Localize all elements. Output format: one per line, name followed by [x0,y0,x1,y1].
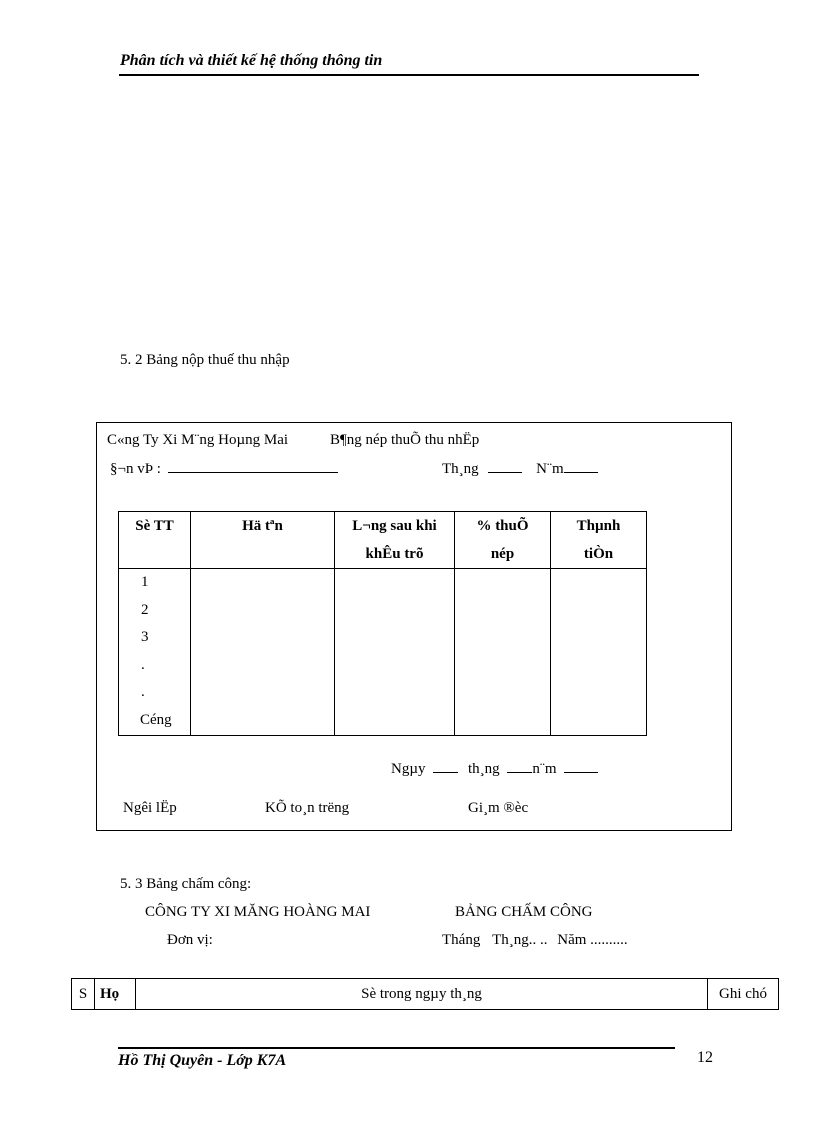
row-label: 3 [141,629,149,646]
tax-form-date-line [391,759,598,778]
col-header-stt [119,512,191,569]
salary-cell [335,569,455,736]
att-col-days: Sè trong ngµy th¸ng [136,979,708,1010]
col-header-amount-line1: Thµnh [576,518,621,534]
tax-table-header-row [119,512,647,569]
row-label: 2 [141,601,149,618]
page-number: 12 [697,1049,713,1066]
attendance-month-label: Tháng [442,932,481,948]
tax-percent-cell [455,569,551,736]
attendance-title: BẢNG CHẤM CÔNG [455,904,593,920]
row-label: . [141,656,145,673]
footer-author: Hồ Thị Quyên - Lớp K7A [118,1052,287,1069]
attendance-period [442,932,628,949]
section-5-3-heading: 5. 3 Bảng chấm công: [120,876,252,892]
col-header-amount-line2: tiÒn [583,546,614,562]
col-header-amount [551,512,647,569]
amount-cell [551,569,647,736]
header-rule [119,74,699,76]
row-label: . [141,684,145,701]
row-label: 1 [141,574,149,590]
col-header-salary-line1: L¬ng sau khi [352,518,437,534]
attendance-header-row [72,979,779,1010]
section-5-2-heading: 5. 2 Bảng nộp thuế thu nhập [120,352,290,368]
year-label: N¨m [536,461,564,477]
footer-rule [118,1047,675,1049]
date-month-label: th¸ng [467,761,500,777]
col-header-tax-line1: % thuÕ [476,518,529,534]
tax-form-unit [110,459,338,478]
col-header-salary [335,512,455,569]
date-year-label: n¨m [532,761,557,777]
att-col-notes: Ghi chó [708,979,779,1010]
att-col-name: Họ [95,979,136,1010]
att-col-s: S [72,979,95,1010]
unit-blank [168,459,338,473]
tax-form-company: C«ng Ty Xi M¨ng Hoµng Mai [107,432,289,448]
attendance-company: CÔNG TY XI MĂNG HOÀNG MAI [145,904,371,920]
name-cell [191,569,335,736]
year-blank [564,459,598,473]
year-date-blank [564,759,598,773]
tax-table [118,511,647,736]
sig-director: Gi¸m ®èc [468,800,529,816]
attendance-year-label: Năm .......... [557,932,628,948]
sig-preparer: Ngêi lËp [123,800,177,816]
unit-label: §¬n vÞ : [110,461,161,477]
month-blank [488,459,522,473]
day-blank [433,759,458,773]
attendance-table [71,978,779,1010]
col-header-name-line: Hä tªn [242,518,283,534]
attendance-unit-label: Đơn vị: [167,932,213,948]
col-header-stt-line: Sè TT [135,518,174,534]
attendance-month-value: Th¸ng.. .. [492,932,548,948]
tax-form-title: B¶ng nép thuÕ thu nhËp [330,432,480,448]
col-header-tax-line2: nép [490,546,515,562]
month-date-blank [507,759,532,773]
row-number-cell [119,569,191,736]
month-label: Th¸ng [442,461,479,477]
sig-accountant: KÕ to¸n trëng [265,800,350,816]
tax-table-body-row [119,569,647,736]
col-header-salary-line2: khÊu trõ [365,546,424,562]
page-header-title: Phân tích và thiết kế hệ thống thông tin [120,52,383,69]
date-day-label: Ngµy [391,761,426,777]
row-label-total: Céng [140,711,172,728]
col-header-tax-percent [455,512,551,569]
tax-form-period [442,459,598,478]
col-header-name [191,512,335,569]
